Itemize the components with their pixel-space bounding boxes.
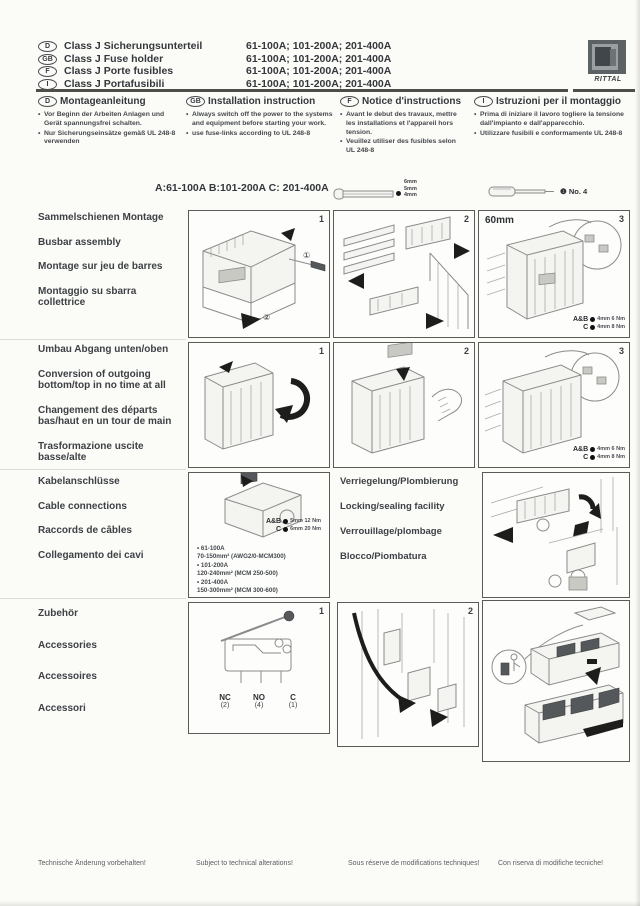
product-ratings: 61-100A; 101-200A; 201-400A: [246, 40, 392, 52]
instruction-bullet: • Avant le debut des travaux, mettre les installations et l'appareil hors tension.: [340, 111, 466, 137]
allen-key-sizes: [404, 179, 417, 199]
conversion-step1-drawing: [189, 343, 329, 467]
terminal-pin: (1): [288, 702, 298, 709]
conversion-step1-panel: [188, 342, 330, 468]
instruction-bullet: • Prima di iniziare il lavoro togliere la tensione dall'impianto e dall'apparecchio.: [474, 111, 640, 129]
torque-table: [573, 445, 625, 461]
cable-section-labels: [38, 476, 184, 574]
lang-badge-f: F: [38, 66, 57, 77]
instruction-bullet: • Always switch off the power to the systems and equipment before starting your work.: [186, 111, 334, 129]
instruction-title: Montageanleitung: [60, 96, 146, 107]
product-name: Class J Portafusibili: [64, 77, 165, 90]
section-label-it: Blocco/Piombatura: [340, 551, 427, 562]
footer-disclaimer-fr: Sous réserve de modifications techniques!: [348, 860, 480, 867]
torque-value: 4mm 8 Nm: [597, 324, 625, 330]
busbar-section-labels: [38, 212, 184, 322]
product-row: [38, 40, 568, 53]
step-annotation-2: ②: [263, 313, 271, 322]
screwdriver-size: No. 4: [568, 187, 588, 196]
product-ratings: 61-100A; 101-200A; 201-400A: [246, 65, 392, 77]
logo-square-accent: [610, 49, 616, 66]
allen-size: 5mm: [404, 185, 417, 192]
panel-number: 2: [463, 346, 469, 356]
instruction-title: Notice d'instructions: [362, 96, 462, 107]
allen-key-icon: [332, 183, 396, 205]
panel-number: 2: [467, 606, 473, 616]
product-name: Class J Porte fusibles: [64, 65, 174, 77]
microswitch-panel: [188, 602, 330, 734]
instruction-columns: [38, 96, 638, 157]
section-label-en: Cable connections: [38, 500, 127, 512]
terminal-pin: (2): [220, 702, 230, 709]
locking-facility-panel: [482, 472, 630, 598]
lang-badge-gb: GB: [38, 54, 57, 65]
conversion-step3-panel: [478, 342, 630, 468]
footer-disclaimer-de: Technische Änderung vorbehalten!: [38, 860, 146, 867]
section-label-de: Umbau Abgang unten/oben: [38, 344, 169, 355]
instruction-col-f: [340, 96, 466, 157]
torque-dot: [590, 325, 595, 330]
footer-disclaimer-it: Con riserva di modifiche tecniche!: [498, 860, 604, 867]
section-label-it: Trasformazione uscite basse/alte: [38, 440, 144, 463]
allen-size-dot: [396, 191, 401, 196]
product-ratings: 61-100A; 101-200A; 201-400A: [246, 52, 392, 65]
section-label-it: Collegamento dei cavi: [38, 549, 144, 561]
section-label-de: Zubehör: [38, 608, 78, 619]
terminal-name: C: [290, 693, 296, 702]
screwdriver-label: [560, 187, 587, 196]
section-label-fr: Montage sur jeu de barres: [38, 261, 163, 272]
accessory-mounting-panel: [337, 602, 479, 747]
busbar-step2-drawing: [334, 211, 474, 337]
section-label-fr: Verrouillage/plombage: [340, 526, 442, 537]
microswitch-drawing: [189, 603, 329, 683]
conversion-step2-drawing: [334, 343, 474, 467]
instruction-bullet: • use fuse-links according to UL 248-8: [186, 130, 334, 139]
logo-rule: [573, 89, 635, 92]
footer-disclaimers: [38, 860, 604, 867]
wire-spec-list: [197, 545, 286, 595]
locking-section-labels: [340, 476, 478, 576]
step-annotation-1: ①: [303, 251, 311, 260]
torque-key: C: [276, 525, 282, 533]
panel-number: 1: [318, 346, 324, 356]
torque-key: C: [583, 323, 589, 331]
lang-badge-i: I: [38, 79, 57, 90]
lang-badge-gb: GB: [186, 96, 205, 107]
lang-badge-i: I: [474, 96, 493, 107]
fan-unit-drawing: [483, 601, 629, 761]
torque-dot: [283, 519, 288, 524]
rittal-logo: [580, 40, 632, 88]
torque-key: A&B: [573, 445, 589, 453]
torque-dot: [590, 317, 595, 322]
section-label-de: Verriegelung/Plombierung: [340, 476, 459, 487]
torque-key: C: [583, 453, 589, 461]
scan-edge-bottom: [0, 901, 640, 906]
lang-badge-d: D: [38, 41, 57, 52]
conversion-step2-panel: [333, 342, 475, 468]
cable-connections-panel: [188, 472, 330, 598]
logo-wordmark: RITTAL: [594, 76, 622, 83]
wire-spec: • 101-200A: [197, 561, 229, 569]
torque-dot: [283, 527, 288, 532]
section-label-fr: Accessoires: [38, 671, 97, 682]
section-separator: [0, 339, 186, 340]
instruction-title: Installation instruction: [208, 96, 316, 107]
torque-dot: [590, 455, 595, 460]
panel-number: 3: [618, 214, 624, 224]
torque-value: 6mm 20 Nm: [290, 526, 321, 532]
panel-number: 3: [618, 346, 624, 356]
screwdriver-icon: [488, 185, 556, 199]
product-row: [38, 65, 568, 78]
section-label-de: Sammelschienen Montage: [38, 212, 164, 223]
panel-number: 2: [463, 214, 469, 224]
terminal-labels: [189, 693, 329, 709]
torque-table: [573, 315, 625, 331]
dimension-label: 60mm: [485, 215, 514, 226]
wire-spec: 150-300mm² (MCM 300-600): [197, 587, 278, 595]
fan-unit-panel: [482, 600, 630, 762]
product-header: [38, 40, 568, 90]
lang-badge-d: D: [38, 96, 57, 107]
torque-value: 5mm 12 Nm: [290, 518, 321, 524]
wire-spec: 120-240mm² (MCM 250-500): [197, 570, 278, 578]
instruction-title: Istruzioni per il montaggio: [496, 96, 621, 107]
panel-number: 1: [318, 214, 324, 224]
section-label-it: Montaggio su sbarra collettrice: [38, 285, 137, 308]
torque-dot: [590, 447, 595, 452]
instruction-col-i: [474, 96, 640, 157]
instruction-col-gb: [186, 96, 334, 157]
accessory-mounting-drawing: [338, 603, 478, 746]
wire-spec: • 201-400A: [197, 578, 229, 586]
torque-value: 4mm 6 Nm: [597, 446, 625, 452]
terminal-name: NC: [219, 693, 231, 702]
section-label-de: Kabelanschlüsse: [38, 476, 120, 487]
footer-disclaimer-en: Subject to technical alterations!: [196, 860, 293, 867]
section-label-en: Busbar assembly: [38, 236, 121, 248]
torque-value: 4mm 6 Nm: [597, 316, 625, 322]
busbar-step1-drawing: [189, 211, 329, 337]
torque-key: A&B: [265, 517, 282, 525]
conversion-section-labels: [38, 344, 184, 477]
screwdriver-badge: ❶: [560, 187, 567, 196]
instruction-bullet: • Vor Beginn der Arbeiten Anlagen und Gerät spannungsfrei schalten.: [38, 111, 180, 129]
product-row: [38, 53, 568, 66]
torque-table: [266, 517, 321, 533]
busbar-step3-panel: [478, 210, 630, 338]
instruction-bullet: • Utilizzare fusibili e conformamente UL 248-8: [474, 130, 640, 139]
section-label-en: Conversion of outgoing bottom/top in no time at all: [38, 368, 166, 391]
product-name: Class J Fuse holder: [64, 52, 164, 65]
torque-key: A&B: [573, 315, 589, 323]
section-separator: [0, 598, 186, 599]
instruction-bullet: • Nur Sicherungseinsätze gemäß UL 248-8 verwenden: [38, 130, 180, 148]
logo-square-inner: [595, 47, 611, 66]
section-label-fr: Changement des départs bas/haut en un tour de main: [38, 404, 172, 427]
wire-spec: • 61-100A: [197, 545, 225, 552]
lang-badge-f: F: [340, 96, 359, 107]
terminal-name: NO: [253, 693, 265, 702]
product-ratings: 61-100A; 101-200A; 201-400A: [246, 77, 392, 90]
instruction-col-d: [38, 96, 180, 157]
allen-size: 6mm: [404, 179, 417, 185]
variant-label: A:61-100A B:101-200A C: 201-400A: [155, 182, 329, 194]
instruction-bullet: • Veuillez utiliser des fusibles selon UL 248-8: [340, 138, 466, 156]
product-name: Class J Sicherungsunterteil: [64, 40, 203, 52]
wire-spec: 70-150mm² (AWG2/0-MCM300): [197, 553, 286, 561]
busbar-step1-panel: [188, 210, 330, 338]
allen-size: 4mm: [404, 192, 417, 198]
section-label-fr: Raccords de câbles: [38, 525, 132, 536]
locking-facility-drawing: [483, 473, 629, 597]
section-label-en: Accessories: [38, 639, 97, 651]
panel-number: 1: [318, 606, 324, 616]
section-label-en: Locking/sealing facility: [340, 501, 445, 512]
busbar-step2-panel: [333, 210, 475, 338]
accessories-section-labels: [38, 608, 184, 727]
header-rule: [36, 89, 568, 92]
torque-value: 4mm 8 Nm: [597, 454, 625, 460]
section-label-it: Accessori: [38, 702, 86, 714]
terminal-pin: (4): [254, 702, 264, 709]
